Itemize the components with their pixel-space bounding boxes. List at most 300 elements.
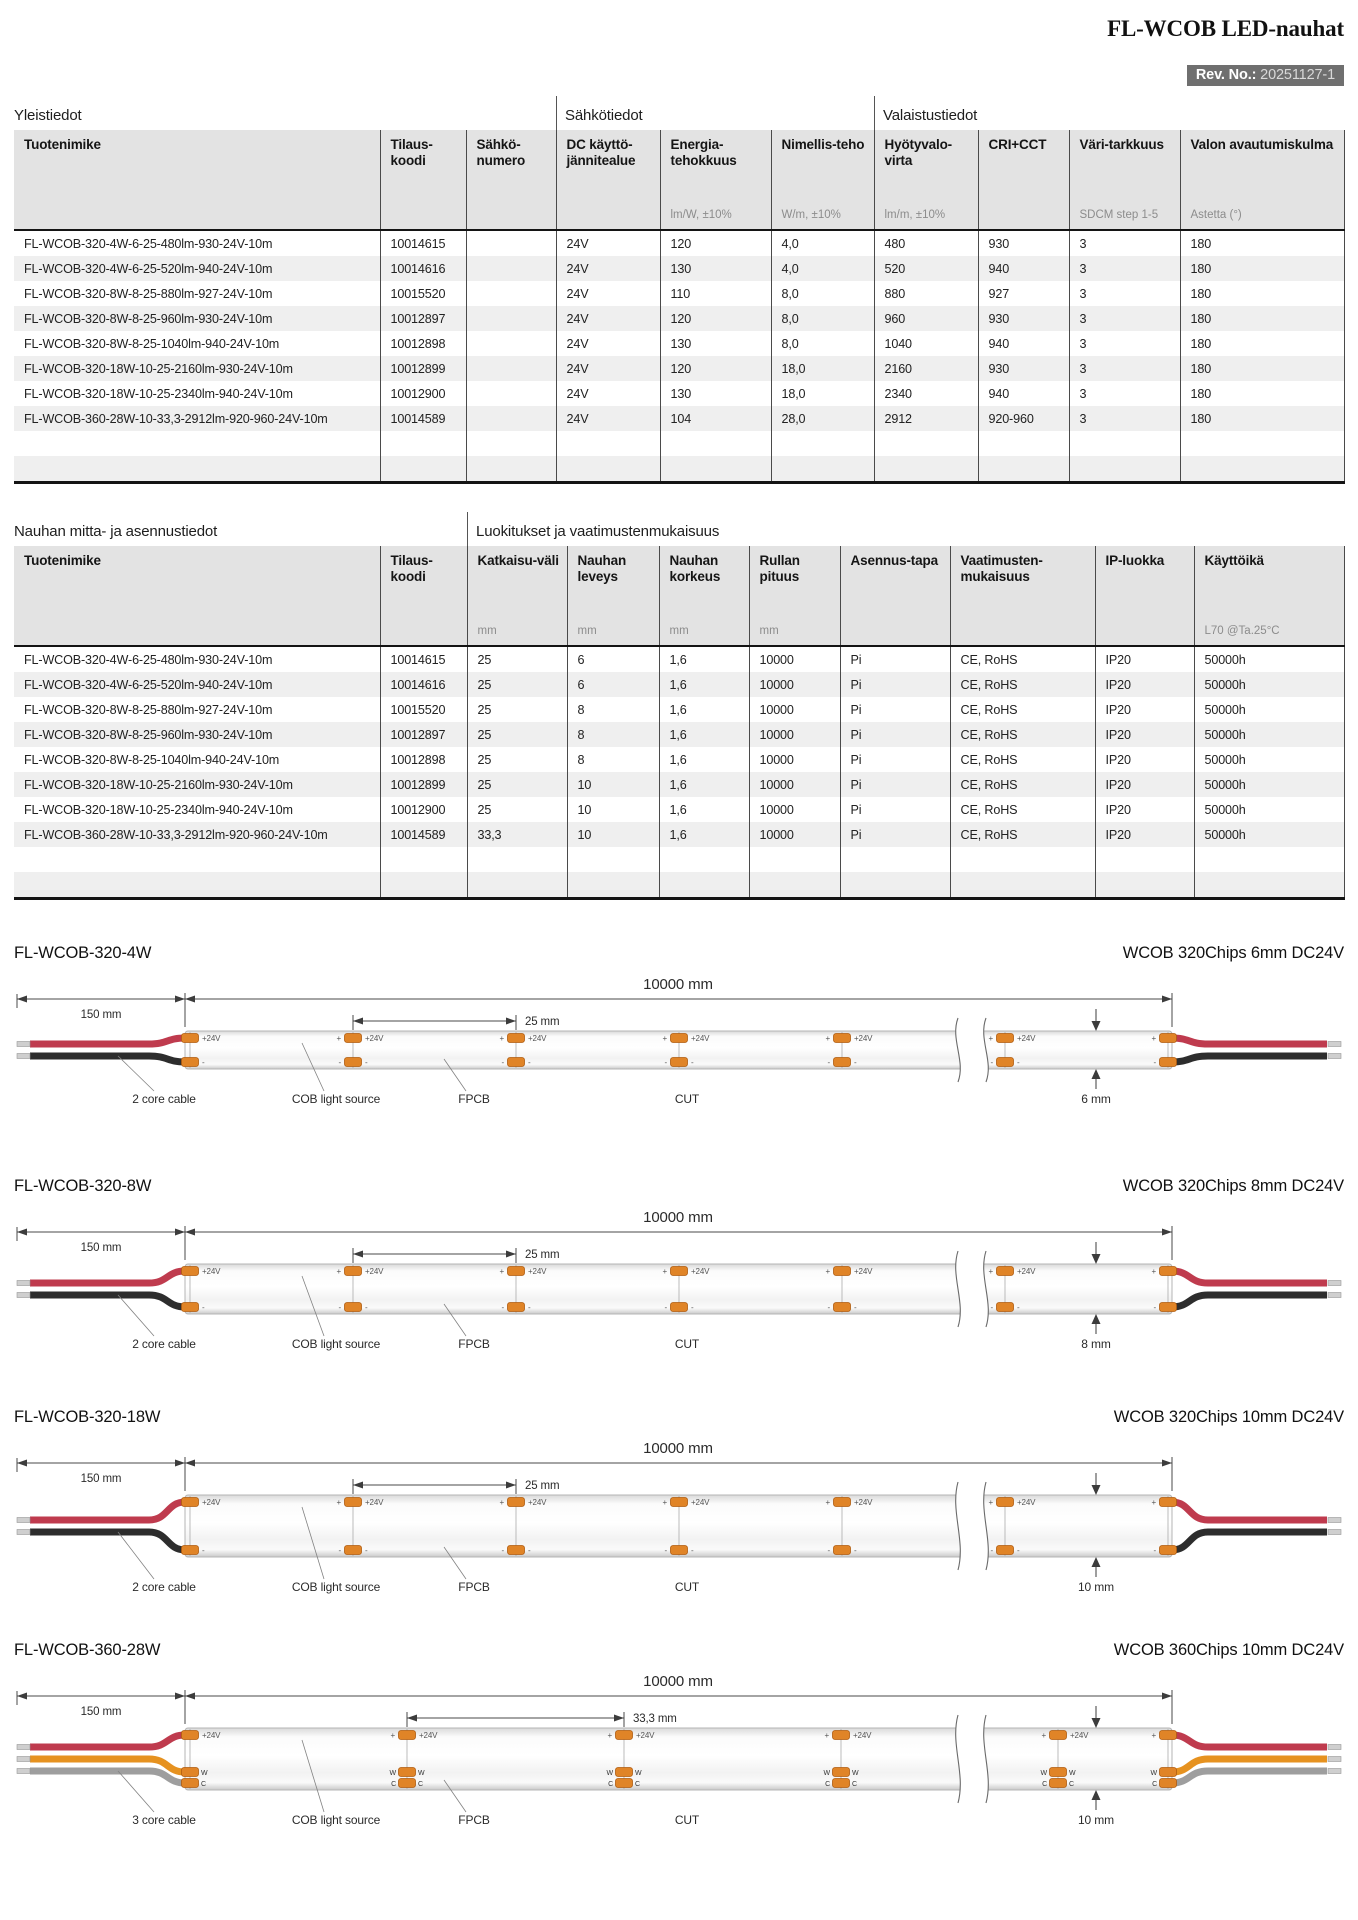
solder-pad [616,1779,633,1788]
solder-pad [997,1303,1014,1312]
pad-minus-mark: - [338,1058,341,1067]
cell: 10012899 [380,356,466,381]
pad-voltage-mark: +24V [691,1034,710,1043]
solder-pad [616,1768,633,1777]
cell: 6 [567,672,659,697]
table-row [14,331,1344,356]
solder-pad [834,1498,851,1507]
cell: 24V [556,406,660,431]
col-header [874,130,978,230]
empty-cell [380,872,467,899]
cell: 10012900 [380,797,467,822]
col-header-label: Tilaus-koodi [390,553,433,584]
dimension-arrow [1092,1021,1101,1031]
solder-pad [182,1498,199,1507]
cable-length-label: 150 mm [80,1706,122,1718]
cell: 24V [556,381,660,406]
cell: FL-WCOB-320-18W-10-25-2340lm-940-24V-10m [24,802,293,817]
wire-tip [17,1745,30,1750]
empty-cell [1095,847,1194,872]
solder-pad [399,1779,416,1788]
cell [466,381,556,406]
cell: 120 [660,306,771,331]
cell: 10014616 [380,256,466,281]
cell: 50000h [1194,646,1344,672]
cell: 10014589 [380,822,467,847]
cell: 930 [978,230,1069,256]
pad-minus-mark: - [827,1546,830,1555]
table-row [14,381,1344,406]
cable-length-label: 150 mm [80,1242,122,1254]
solder-pad [182,1034,199,1043]
solder-pad [182,1779,199,1788]
cell: FL-WCOB-320-4W-6-25-520lm-940-24V-10m [24,261,273,276]
cell: IP20 [1095,747,1194,772]
solder-pad [1160,1034,1177,1043]
leader-line [118,1056,154,1091]
pad-voltage-mark: +24V [691,1498,710,1507]
pad-plus-mark: + [1151,1267,1156,1276]
col-header-label: Nimellis-teho [781,137,865,152]
cell: 2912 [874,406,978,431]
empty-row [14,872,1344,899]
solder-pad [833,1768,850,1777]
pad-plus-mark: + [336,1034,341,1043]
cell: 8 [567,747,659,772]
cell: 960 [874,306,978,331]
empty-cell [749,847,840,872]
cell: 4,0 [771,256,874,281]
pad-plus-mark: + [1041,1731,1046,1740]
cell: 24V [556,281,660,306]
cell [466,256,556,281]
cell: 50000h [1194,672,1344,697]
solder-pad [834,1546,851,1555]
cell: CE, RoHS [950,772,1095,797]
empty-cell [874,431,978,456]
cell: Pi [840,697,950,722]
empty-cell [380,847,467,872]
solder-pad [1160,1779,1177,1788]
section-divider-line [556,96,557,130]
dimension-arrow [17,1460,27,1467]
pad-voltage-mark: +24V [1017,1267,1036,1276]
dimension-arrow [17,1229,27,1236]
col-header-unit: mm [477,625,497,638]
dimension-cut-interval [407,1712,677,1727]
cell: CE, RoHS [950,672,1095,697]
cell: 10 [567,822,659,847]
col-header-label: Vaatimusten-mukaisuus [960,553,1043,584]
dimension-arrow [1092,1069,1101,1079]
dimension-10000 [17,1209,1172,1260]
wire-black [1172,1056,1327,1062]
cell: 10014615 [380,230,466,256]
cell: 130 [660,381,771,406]
col-header [14,130,380,230]
cell: 920-960 [978,406,1069,431]
pad-plus-mark: + [499,1034,504,1043]
dimension-arrow [1162,1229,1172,1236]
pad-minus-mark: - [528,1546,531,1555]
solder-pad [508,1058,525,1067]
pad-minus-mark: - [501,1546,504,1555]
section-label: Valaistustiedot [883,107,978,124]
solder-pad [834,1267,851,1276]
pad-plus-mark: + [1151,1498,1156,1507]
cell: 10015520 [380,697,467,722]
data-table [14,130,1345,484]
empty-cell [466,456,556,483]
pad-cool-mark: C [852,1781,857,1788]
pad-plus-mark: + [499,1267,504,1276]
dimension-arrow [185,1229,195,1236]
col-header-unit: SDCM step 1-5 [1079,209,1159,222]
dimension-arrow [1162,996,1172,1003]
pad-cool-mark: C [825,1781,830,1788]
table-row [14,672,1344,697]
empty-cell [840,847,950,872]
wire-black [30,1295,185,1307]
cell: 940 [978,256,1069,281]
dimension-10000 [17,1673,1172,1724]
pad-minus-mark: - [827,1303,830,1312]
cell: 10000 [749,822,840,847]
pad-minus-mark: - [664,1058,667,1067]
label-cut: CUT [674,1092,700,1106]
col-header-label: Tilaus-koodi [390,137,433,168]
cell: 180 [1180,306,1344,331]
empty-row [14,847,1344,872]
pad-minus-mark: - [365,1303,368,1312]
leader-line [118,1771,154,1812]
pad-plus-mark: + [988,1267,993,1276]
empty-cell [660,456,771,483]
pad-warm-mark: W [418,1770,425,1777]
cell: 8,0 [771,281,874,306]
col-header-label: Väri-tarkkuus [1079,137,1164,152]
solder-pad [671,1058,688,1067]
pad-plus-mark: + [824,1731,829,1740]
empty-row [14,431,1344,456]
pad-cool-mark: C [1152,1781,1157,1788]
label-fpcb: FPCB [458,1337,490,1351]
table-row [14,306,1344,331]
cell: 180 [1180,381,1344,406]
col-header [749,546,840,646]
cell: 10012898 [380,331,466,356]
cell: 110 [660,281,771,306]
solder-pad [508,1498,525,1507]
cell: FL-WCOB-320-18W-10-25-2160lm-930-24V-10m [24,361,293,376]
pad-warm-mark: W [201,1770,208,1777]
cell: FL-WCOB-320-8W-8-25-960lm-930-24V-10m [24,311,273,326]
wire-black [30,1532,185,1550]
cell: 24V [556,230,660,256]
pad-voltage-mark: +24V [202,1034,221,1043]
solder-pad [182,1731,199,1740]
solder-pad [1160,1303,1177,1312]
col-header-label: IP-luokka [1105,553,1165,568]
wire-gray [30,1771,185,1783]
solder-pad [182,1768,199,1777]
table-row [14,722,1344,747]
solder-pad [671,1034,688,1043]
pad-plus-mark: + [390,1731,395,1740]
diagram-spec: WCOB 320Chips 6mm DC24V [1122,944,1344,962]
cut-interval-label: 33,3 mm [633,1713,677,1725]
col-header [659,546,749,646]
page-title: FL-WCOB LED-nauhat [1107,16,1344,41]
empty-row [14,456,1344,483]
cell: 3 [1069,381,1180,406]
empty-cell [14,431,380,456]
table-row [14,281,1344,306]
solder-pad [1160,1768,1177,1777]
solder-pad [1050,1779,1067,1788]
cell: 6 [567,646,659,672]
pad-voltage-mark: +24V [854,1498,873,1507]
cell: 130 [660,331,771,356]
break-symbol [956,1482,989,1570]
col-header-label: Käyttöikä [1204,553,1264,568]
pad-voltage-mark: +24V [691,1267,710,1276]
wire-tip [17,1757,30,1762]
cell: FL-WCOB-320-8W-8-25-960lm-930-24V-10m [24,727,273,742]
cell: 33,3 [467,822,567,847]
pad-plus-mark: + [662,1498,667,1507]
pad-minus-mark: - [528,1303,531,1312]
cell: 880 [874,281,978,306]
cell: IP20 [1095,772,1194,797]
cell: 50000h [1194,797,1344,822]
solder-pad [345,1498,362,1507]
cell: IP20 [1095,722,1194,747]
cell: FL-WCOB-320-4W-6-25-520lm-940-24V-10m [24,677,273,692]
cell: FL-WCOB-320-8W-8-25-1040lm-940-24V-10m [24,752,280,767]
cell: 2340 [874,381,978,406]
col-header-unit: W/m, ±10% [781,209,841,222]
empty-cell [659,847,749,872]
solder-pad [997,1498,1014,1507]
cell: IP20 [1095,646,1194,672]
cell: 120 [660,356,771,381]
col-header [660,130,771,230]
label-fpcb: FPCB [458,1092,490,1106]
cable-length-label: 150 mm [80,1473,122,1485]
wire-red [1172,1735,1327,1747]
col-header [1095,546,1194,646]
wire-black [1172,1295,1327,1307]
empty-cell [950,872,1095,899]
cell: 8 [567,722,659,747]
cell: 10012897 [380,306,466,331]
wire-red [1172,1502,1327,1520]
cell: 50000h [1194,697,1344,722]
cell: 940 [978,381,1069,406]
diagram-spec: WCOB 320Chips 10mm DC24V [1113,1408,1344,1426]
empty-cell [567,872,659,899]
header-row [14,546,1344,646]
solder-pad [399,1731,416,1740]
cell: 10012898 [380,747,467,772]
empty-cell [1095,872,1194,899]
solder-pad [345,1058,362,1067]
cable-length-label: 150 mm [80,1009,122,1021]
section-label-bar [14,512,1344,546]
solder-pad [182,1546,199,1555]
solder-pad [1160,1058,1177,1067]
empty-cell [556,456,660,483]
dimension-arrow [353,1482,363,1489]
cell [466,331,556,356]
empty-cell [1180,456,1344,483]
dimension-arrow [506,1018,516,1025]
total-length-label: 10000 mm [643,1440,713,1457]
cell: 25 [467,797,567,822]
empty-cell [467,872,567,899]
col-header-label: Nauhan korkeus [669,553,721,584]
cell: 104 [660,406,771,431]
cell [466,230,556,256]
col-header-label: Nauhan leveys [577,553,627,584]
solder-pad [997,1267,1014,1276]
cell: 25 [467,747,567,772]
cell [466,356,556,381]
col-header-unit: mm [759,625,779,638]
cut-interval-label: 25 mm [525,1480,560,1492]
cell: 1,6 [659,646,749,672]
dimension-arrow [175,1460,185,1467]
solder-pad [182,1267,199,1276]
dimension-arrow [1162,1460,1172,1467]
section-label: Luokitukset ja vaatimustenmukaisuus [476,523,720,540]
header-row [14,130,1344,230]
total-length-label: 10000 mm [643,1209,713,1226]
cell: Pi [840,722,950,747]
dimension-arrow [1092,1718,1101,1728]
dimension-arrow [506,1482,516,1489]
cell: CE, RoHS [950,697,1095,722]
table-row [14,646,1344,672]
empty-cell [567,847,659,872]
cell: CE, RoHS [950,722,1095,747]
cell: 1,6 [659,747,749,772]
col-header-unit: lm/W, ±10% [670,209,732,222]
solder-pad [616,1731,633,1740]
data-table [14,546,1345,900]
pad-cool-mark: C [608,1781,613,1788]
label-cable: 3 core cable [132,1813,196,1827]
cell: 10 [567,797,659,822]
cell: FL-WCOB-320-18W-10-25-2160lm-930-24V-10m [24,777,293,792]
dimension-arrow [1092,1485,1101,1495]
wire-black [1172,1532,1327,1550]
revision-badge [1187,65,1344,86]
pad-voltage-mark: +24V [854,1034,873,1043]
pad-minus-mark: - [854,1058,857,1067]
cut-interval-label: 25 mm [525,1249,560,1261]
total-length-label: 10000 mm [643,1673,713,1690]
solder-pad [508,1034,525,1043]
pad-voltage-mark: +24V [365,1498,384,1507]
leader-line [118,1532,154,1579]
pad-plus-mark: + [825,1498,830,1507]
pad-plus-mark: + [662,1034,667,1043]
cell: 180 [1180,331,1344,356]
pad-voltage-mark: +24V [1017,1498,1036,1507]
dimension-cut-interval [353,1015,559,1030]
col-header [1194,546,1344,646]
pad-cool-mark: C [635,1781,640,1788]
dimension-10000 [17,1440,1172,1491]
pad-minus-mark: - [1017,1058,1020,1067]
cell: FL-WCOB-320-8W-8-25-1040lm-940-24V-10m [24,336,280,351]
pad-voltage-mark: +24V [365,1034,384,1043]
label-cable: 2 core cable [132,1580,196,1594]
pad-warm-mark: W [389,1770,396,1777]
cell: 1,6 [659,797,749,822]
wire-red [1172,1271,1327,1283]
label-cut: CUT [674,1337,700,1351]
leader-line [118,1295,154,1336]
cell: 180 [1180,406,1344,431]
col-header [771,130,874,230]
empty-cell [874,456,978,483]
label-width: 10 mm [1078,1813,1114,1827]
cell [466,281,556,306]
cell: 10000 [749,672,840,697]
cell: 25 [467,772,567,797]
pad-warm-mark: W [852,1770,859,1777]
col-header [14,546,380,646]
col-header-label: Rullan pituus [759,553,800,584]
pad-minus-mark: - [664,1303,667,1312]
empty-cell [467,847,567,872]
cell: 10000 [749,722,840,747]
pad-minus-mark: - [528,1058,531,1067]
diagram-title: FL-WCOB-320-8W [14,1177,152,1195]
section-label: Yleistiedot [14,107,82,124]
cell: 3 [1069,256,1180,281]
solder-pad [833,1779,850,1788]
col-header [466,130,556,230]
table-row [14,256,1344,281]
wire-gray [1172,1771,1327,1783]
pad-minus-mark: - [990,1058,993,1067]
col-header-label: Asennus-tapa [850,553,938,568]
cell [466,406,556,431]
empty-cell [556,431,660,456]
table-row [14,356,1344,381]
cell: 10000 [749,797,840,822]
table-row [14,230,1344,256]
dimension-cut-interval [353,1479,559,1494]
break-symbol [956,1715,989,1803]
empty-cell [659,872,749,899]
dimension-arrow [185,1460,195,1467]
solder-pad [508,1303,525,1312]
diagram-spec: WCOB 320Chips 8mm DC24V [1122,1177,1344,1195]
pad-minus-mark: - [691,1546,694,1555]
solder-pad [1160,1267,1177,1276]
col-header-label: DC käyttö-jännitealue [566,137,636,168]
empty-cell [380,456,466,483]
pad-minus-mark: - [1153,1546,1156,1555]
col-header [380,130,466,230]
solder-pad [671,1546,688,1555]
cell: 10000 [749,747,840,772]
